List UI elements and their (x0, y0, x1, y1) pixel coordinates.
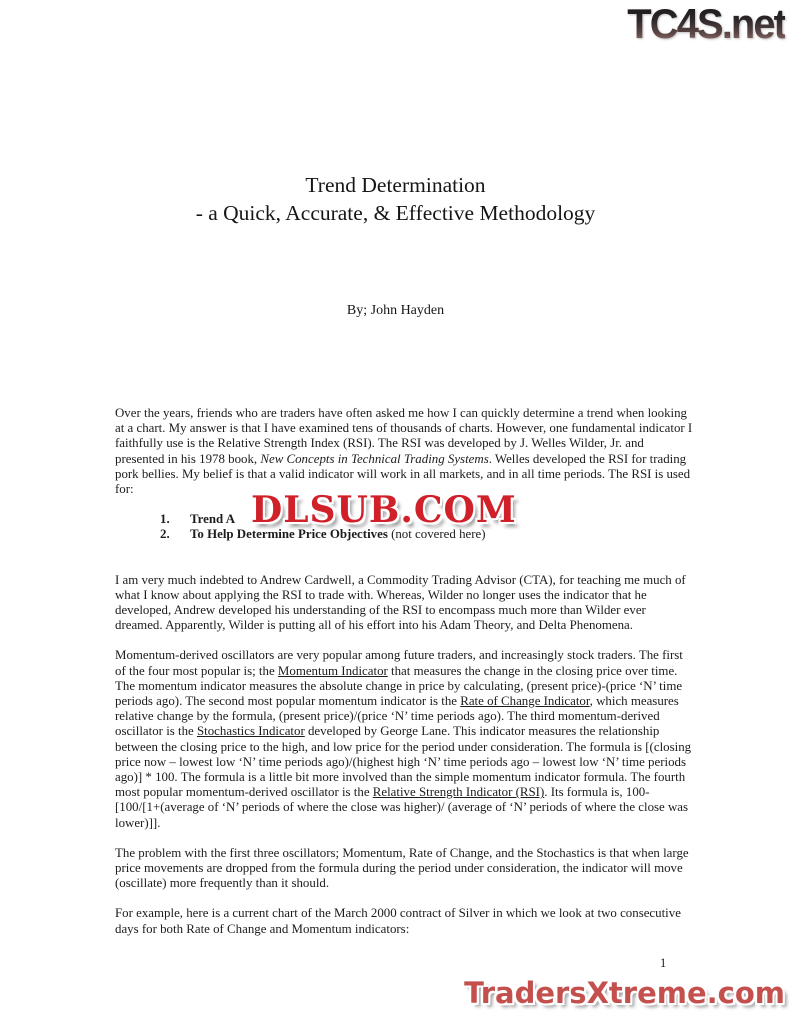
paragraph-cardwell: I am very much indebted to Andrew Cardwell, a Commodity Trading Advisor (CTA), for teaching me much of what I know about applying the RSI to trade with. Whereas, Wilder no longer uses the indicator that he developed, Andrew developed his understanding of the RSI to encompass much more than Wilder ever dreamed. Apparently, Wilder is putting all of his effort into his Adam Theory, and Delta Phenomena. (115, 572, 686, 633)
tradersxtreme-logo: TradersXtreme.com (464, 976, 785, 1010)
paragraph-problem: The problem with the first three oscillators; Momentum, Rate of Change, and the Stochastics is that when large price movements are dropped from the formula during the period under consideration, the indicator will move (oscillate) more frequently than it should. (115, 845, 689, 891)
title-line-2: - a Quick, Accurate, & Effective Methodology (195, 201, 596, 225)
document-title (0, 171, 791, 227)
list-item-number: 1. (160, 512, 170, 527)
body-text (115, 406, 693, 952)
tc4s-net-logo: TC4S.net (627, 0, 785, 47)
list-item-label: To Help Determine Price Objectives (not covered here) (190, 527, 486, 542)
list-item-label: Trend A (190, 512, 236, 527)
byline: By; John Hayden (346, 303, 445, 318)
page-number: 1 (660, 956, 667, 970)
paragraph-intro: Over the years, friends who are traders have often asked me how I can quickly determine a trend when looking at a chart. My answer is that I have examined tens of thousands of charts. However, one fundamental indicator I faithfully use is the Relative Strength Index (RSI). The RSI was developed by J. Welles Wilder, Jr. and presented in his 1978 book, New Concepts in Technical Trading Systems. Welles developed the RSI for trading pork bellies. My belief is that a valid indicator will work in all markets, and in all time periods. The RSI is used for: (115, 406, 693, 497)
paragraph-oscillators: Momentum-derived oscillators are very popular among future traders, and increasingly stock traders. The first of the four most popular is; the Momentum Indicator that measures the change in the closing price over time. The momentum indicator measures the absolute change in price by calculating, (present price)-(price ‘N’ time periods ago). The second most popular momentum indicator is the Rate of Change Indicator, which measures relative change by the formula, (present price)/(price ‘N’ time periods ago). The third momentum-derived oscillator is the Stochastics Indicator developed by George Lane. This indicator measures the relationship between the closing price to the high, and low price for the period under consideration. The formula is [(closing price now – lowest low ‘N’ time periods ago)/(highest high ‘N’ time periods ago – lowest low ‘N’ time periods ago)] * 100. The formula is a little bit more involved than the simple momentum indicator formula. The fourth most popular momentum-derived oscillator is the Relative Strength Indicator (RSI). Its formula is, 100-[100/[1+(average of ‘N’ periods of where the close was higher)/ (average of ‘N’ periods of where the close was lower)]]. (115, 648, 692, 830)
paragraph-example: For example, here is a current chart of the March 2000 contract of Silver in which we look at two consecutive days for both Rate of Change and Momentum indicators: (115, 906, 681, 936)
dlsub-watermark: DLSUB.COM (251, 489, 517, 531)
list-item-number: 2. (160, 527, 170, 542)
title-line-1: Trend Determination (305, 173, 486, 197)
